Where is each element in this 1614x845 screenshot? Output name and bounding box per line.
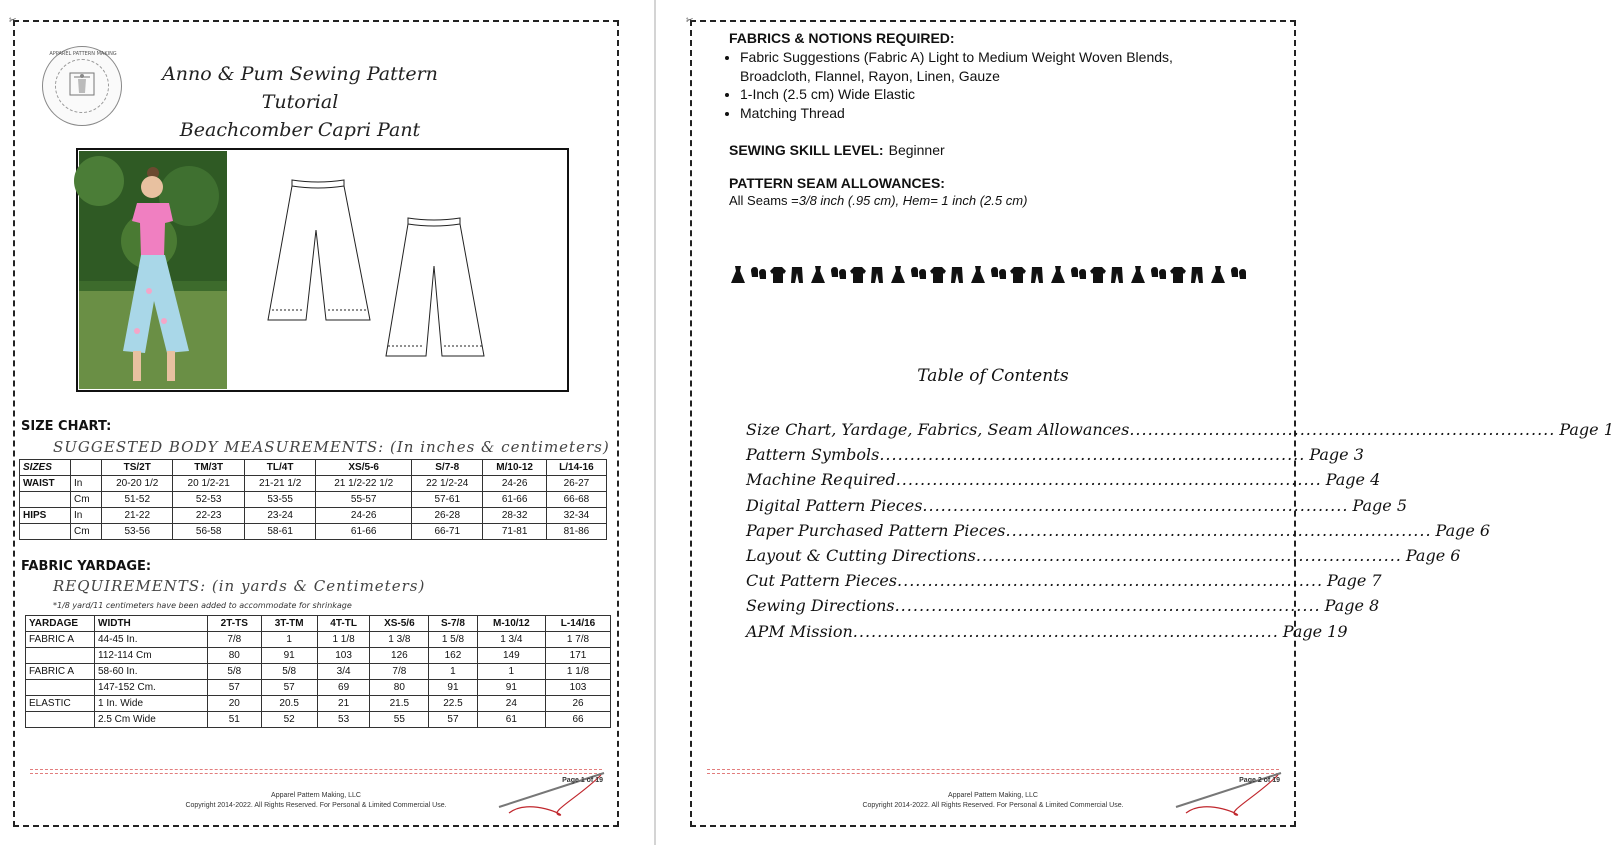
dress-icon [1211, 266, 1225, 283]
size-chart-heading: SIZE CHART: [21, 419, 112, 434]
garment-icons-divider [730, 264, 1260, 284]
table-header-row: SIZES TS/2T TM/3T TL/4T XS/5-6 S/7-8 M/10-12 L/14-16 [20, 460, 607, 476]
dress-form-icon [67, 69, 97, 99]
pants-icon [951, 267, 963, 283]
footer-company: Apparel Pattern Making, LLC [271, 792, 361, 799]
size-chart-subheading: SUGGESTED BODY MEASUREMENTS: (In inches & centimeters) [53, 438, 610, 456]
page-footer [692, 763, 1294, 825]
size-chart-table [19, 459, 607, 540]
dress-icon [971, 266, 985, 283]
toc-entry[interactable]: Sewing Directions ...................................................................... Page 8 [746, 596, 1380, 616]
table-row: HIPS In 21-22 22-23 23-24 24-26 26-28 28-32 32-34 [20, 508, 607, 524]
table-row: 2.5 Cm Wide 51 52 53 55 57 61 66 [26, 712, 611, 728]
technical-flat-sketch [258, 170, 508, 370]
apm-logo [42, 46, 122, 126]
toc-entry[interactable]: Pattern Symbols ...................................................................... Page 3 [746, 445, 1364, 465]
dress-icon [811, 266, 825, 283]
yardage-subheading: REQUIREMENTS: (in yards & Centimeters) [53, 577, 426, 595]
title-line-1: Anno & Pum Sewing Pattern Tutorial [162, 63, 438, 113]
table-row: Cm 51-52 52-53 53-55 55-57 57-61 61-66 66-68 [20, 492, 607, 508]
mittens-icon [1231, 267, 1246, 279]
toc-entry[interactable]: Paper Purchased Pattern Pieces ...................................................................... Page 6 [746, 520, 1491, 540]
dress-icon [731, 266, 745, 283]
table-header-row: YARDAGE WIDTH 2T-TS 3T-TM 4T-TL XS-5/6 S-7/8 M-10/12 L-14/16 [26, 616, 611, 632]
pants-icon [1031, 267, 1043, 283]
seam-allowance-heading: PATTERN SEAM ALLOWANCES: [729, 175, 945, 191]
toc-entry[interactable]: Size Chart, Yardage, Fabrics, Seam Allowances ...................................................................... Page 1 [746, 420, 1614, 439]
table-row: ELASTIC 1 In. Wide 20 20.5 21 21.5 22.5 24 26 [26, 696, 611, 712]
list-item: • Fabric Suggestions (Fabric A) Light to Medium Weight Woven Blends, Broadcloth, Flannel, Rayon, Linen, Gauze [740, 48, 1220, 85]
shrinkage-note: *1/8 yard/11 centimeters have been added to accommodate for shrinkage [53, 601, 352, 610]
list-item: • 1-Inch (2.5 cm) Wide Elastic [740, 85, 1220, 104]
footer-copyright: Copyright 2014-2022. All Rights Reserved. For Personal & Limited Commercial Use. [185, 802, 447, 809]
page-divider [654, 0, 656, 845]
document-page-1 [9, 16, 619, 827]
pants-icon [871, 267, 883, 283]
sweater-icon [1170, 267, 1186, 283]
fabrics-notions-heading: FABRICS & NOTIONS REQUIRED: [729, 30, 955, 46]
document-page-2 [686, 16, 1614, 827]
sweater-icon [1090, 267, 1106, 283]
toc-entry[interactable]: Digital Pattern Pieces ...................................................................... Page 5 [746, 495, 1407, 515]
skill-level [729, 140, 945, 159]
mittens-icon [911, 267, 926, 279]
table-row: FABRIC A 58-60 In. 5/8 5/8 3/4 7/8 1 1 1 1/8 [26, 664, 611, 680]
scissors-icon: ✂ [686, 16, 694, 26]
table-row: 147-152 Cm. 57 57 69 80 91 91 103 [26, 680, 611, 696]
pants-icon [791, 267, 803, 283]
skill-level-value: Beginner [888, 142, 945, 158]
pants-icon [1191, 267, 1203, 283]
fabric-yardage-heading: FABRIC YARDAGE: [21, 559, 152, 574]
footer-company: Apparel Pattern Making, LLC [948, 792, 1038, 799]
list-item: • Matching Thread [740, 104, 1220, 123]
mittens-icon [1071, 267, 1086, 279]
pants-icon [1111, 267, 1123, 283]
toc-entry[interactable]: Layout & Cutting Directions ...................................................................... Page 6 [746, 545, 1461, 565]
mittens-icon [1151, 267, 1166, 279]
mittens-icon [751, 267, 766, 279]
skill-level-heading: SEWING SKILL LEVEL: [729, 142, 884, 158]
notions-list [722, 48, 1220, 122]
dress-icon [1051, 266, 1065, 283]
table-row: WAIST In 20-20 1/2 20 1/2-21 21-21 1/2 21 1/2-22 1/2 22 1/2-24 24-26 26-27 [20, 476, 607, 492]
seam-prefix: All Seams = [729, 193, 799, 208]
dress-icon [1131, 266, 1145, 283]
sweater-icon [850, 267, 866, 283]
page-number: Page 1 of 19 [562, 777, 603, 784]
sweater-icon [770, 267, 786, 283]
mittens-icon [991, 267, 1006, 279]
table-row: Cm 53-56 56-58 58-61 61-66 66-71 71-81 81-86 [20, 524, 607, 540]
product-image-frame [76, 148, 569, 392]
footer-copyright: Copyright 2014-2022. All Rights Reserved. For Personal & Limited Commercial Use. [862, 802, 1124, 809]
seam-allowance-text [729, 193, 1027, 208]
table-of-contents [746, 417, 1614, 644]
table-row: FABRIC A 44-45 In. 7/8 1 1 1/8 1 3/8 1 5/8 1 3/4 1 7/8 [26, 632, 611, 648]
page-footer [15, 763, 617, 825]
seam-value: 3/8 inch (.95 cm), Hem= 1 inch (2.5 cm) [798, 193, 1028, 208]
dress-icon [891, 266, 905, 283]
toc-entry[interactable]: APM Mission ...................................................................... Page 19 [746, 621, 1348, 641]
logo-text: APPAREL PATTERN MAKING [49, 51, 117, 57]
sweater-icon [930, 267, 946, 283]
toc-title: Table of Contents [917, 366, 1069, 386]
scissors-icon: ✂ [9, 16, 17, 26]
model-photo [79, 151, 227, 389]
table-row: 112-114 Cm 80 91 103 126 162 149 171 [26, 648, 611, 664]
toc-entry[interactable]: Cut Pattern Pieces ...................................................................... Page 7 [746, 571, 1382, 591]
mittens-icon [831, 267, 846, 279]
sweater-icon [1010, 267, 1026, 283]
toc-entry[interactable]: Machine Required ...................................................................... Page 4 [746, 470, 1381, 490]
fabric-yardage-table [25, 615, 611, 728]
title-line-2: Beachcomber Capri Pant [179, 119, 421, 141]
page-number: Page 2 of 19 [1239, 777, 1280, 784]
